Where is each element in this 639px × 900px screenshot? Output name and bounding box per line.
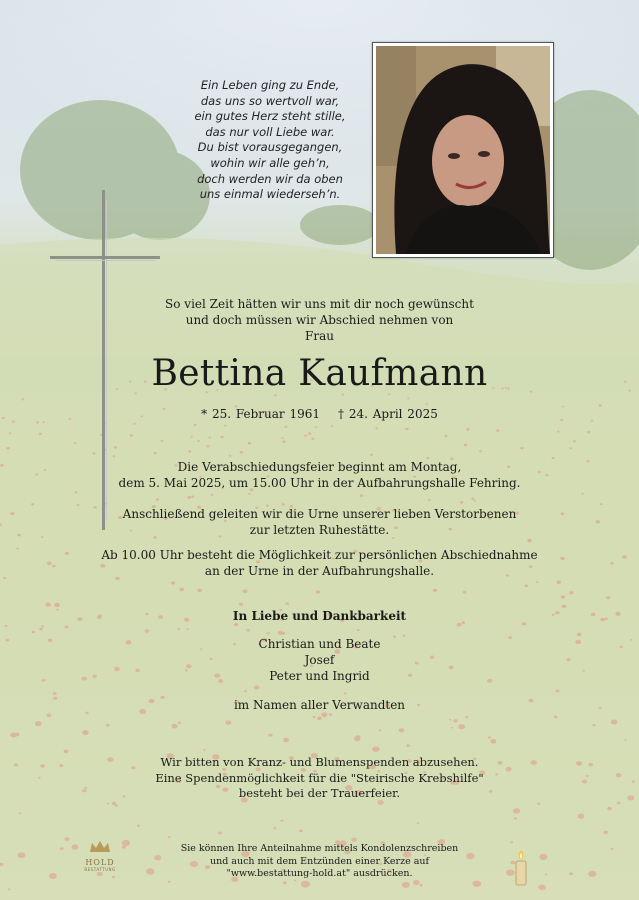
- poppy-dot: [21, 398, 24, 400]
- poppy-dot: [573, 440, 576, 442]
- poppy-dot: [248, 493, 250, 495]
- poppy-dot: [360, 494, 364, 497]
- poppy-dot: [433, 589, 437, 592]
- poppy-dot: [161, 440, 164, 442]
- poppy-dot: [402, 882, 410, 888]
- poppy-dot: [137, 825, 140, 827]
- poppy-dot: [425, 403, 428, 405]
- poppy-dot: [490, 739, 496, 744]
- poppy-dot: [316, 590, 321, 593]
- poppy-dot: [538, 885, 546, 891]
- poppy-dot: [107, 803, 110, 805]
- poppy-dot: [357, 629, 360, 631]
- poppy-dot: [218, 832, 222, 835]
- mourner-name: Peter und Ingrid: [269, 669, 370, 683]
- poppy-dot: [603, 831, 608, 835]
- crown-icon: [78, 838, 122, 854]
- poppy-dot: [64, 750, 69, 754]
- relatives-line: im Namen aller Verwandten: [233, 698, 406, 712]
- poppy-dot: [188, 450, 191, 452]
- poppy-dot: [53, 692, 57, 695]
- intro-line: So viel Zeit hätten wir uns mit dir noch gewünscht: [165, 297, 474, 311]
- poppy-dot: [375, 427, 378, 429]
- portrait-frame: [372, 42, 554, 258]
- poppy-dot: [211, 494, 214, 496]
- poppy-dot: [234, 623, 238, 626]
- poppy-dot: [240, 451, 244, 454]
- poppy-dot: [186, 628, 189, 630]
- poppy-dot: [54, 603, 60, 607]
- poppy-dot: [419, 884, 422, 887]
- condolence-line: Sie können Ihre Anteilnahme mittels Kondolenzschreiben: [180, 843, 459, 854]
- poppy-dot: [355, 735, 361, 739]
- poppy-dot: [197, 589, 202, 593]
- poppy-dot: [592, 724, 595, 726]
- poppy-dot: [206, 445, 209, 447]
- poppy-dot: [32, 631, 35, 634]
- poppy-dot: [179, 588, 184, 592]
- ceremony-line: dem 5. Mai 2025, um 15.00 Uhr in der Aufbahrungshalle Fehring.: [118, 476, 521, 490]
- poppy-dot: [268, 734, 272, 737]
- poppy-dot: [47, 714, 52, 718]
- ceremony-info: [0, 459, 639, 491]
- poppy-dot: [464, 444, 467, 447]
- mourners-list: [0, 636, 639, 684]
- poppy-dot: [221, 436, 224, 438]
- poppy-dot: [243, 589, 248, 593]
- poppy-dot: [578, 814, 585, 819]
- poppy-dot: [244, 690, 247, 692]
- memorial-verse: [175, 78, 365, 203]
- poppy-dot: [417, 822, 419, 824]
- poppy-dot: [370, 454, 373, 456]
- poppy-dot: [465, 716, 468, 718]
- poppy-dot: [229, 455, 232, 457]
- poppy-dot: [285, 426, 288, 428]
- poppy-dot: [569, 447, 572, 449]
- poppy-dot: [496, 429, 499, 432]
- farewell-line: an der Urne in der Aufbahrungshalle.: [204, 564, 435, 578]
- poppy-dot: [171, 724, 177, 729]
- poppy-dot: [285, 602, 289, 605]
- condolence-line: und auch mit dem Entzünden einer Kerze auf: [209, 855, 430, 867]
- poppy-dot: [471, 498, 474, 500]
- poppy-dot: [537, 803, 540, 805]
- poppy-dot: [8, 888, 11, 890]
- donation-line: besteht bei der Trauerfeier.: [238, 786, 401, 800]
- poppy-dot: [587, 431, 590, 433]
- poppy-dot: [607, 807, 612, 811]
- poppy-dot: [562, 605, 567, 609]
- poppy-dot: [208, 437, 211, 439]
- poppy-dot: [5, 625, 8, 627]
- ceremony-line: Die Verabschiedungsfeier beginnt am Montag,: [177, 460, 462, 474]
- poppy-dot: [45, 602, 51, 606]
- poppy-dot: [313, 716, 316, 718]
- poppy-dot: [428, 499, 431, 501]
- deceased-name: Bettina Kaufmann: [151, 353, 488, 394]
- poppy-dot: [304, 435, 307, 437]
- poppy-dot: [399, 728, 405, 732]
- poppy-dot: [351, 838, 357, 842]
- poppy-dot: [273, 827, 276, 829]
- verse-line: das nur voll Liebe war.: [205, 124, 335, 139]
- poppy-dot: [458, 724, 465, 729]
- poppy-dot: [19, 812, 22, 814]
- condolence-line: "www.bestattung-hold.at" ausdrücken.: [226, 868, 413, 879]
- poppy-dot: [168, 836, 171, 838]
- intro-line: und doch müssen wir Abschied nehmen von: [185, 313, 454, 327]
- poppy-dot: [463, 591, 467, 594]
- poppy-dot: [114, 804, 117, 807]
- love-heading: In Liebe und Dankbarkeit: [232, 609, 407, 623]
- poppy-dot: [315, 426, 317, 428]
- poppy-dot: [488, 736, 491, 738]
- poppy-dot: [624, 739, 626, 741]
- poppy-dot: [606, 596, 610, 599]
- poppy-dot: [65, 626, 69, 629]
- poppy-dot: [344, 692, 347, 694]
- poppy-dot: [82, 730, 89, 735]
- poppy-dot: [617, 802, 621, 805]
- verse-line: das uns so wertvoll war,: [200, 93, 340, 108]
- poppy-dot: [9, 432, 12, 434]
- poppy-dot: [514, 817, 517, 819]
- poppy-dot: [6, 447, 9, 449]
- farewell-line: Ab 10.00 Uhr besteht die Möglichkeit zur persönlichen Abschiednahme: [101, 548, 538, 562]
- poppy-dot: [35, 721, 42, 726]
- poppy-dot: [203, 749, 206, 751]
- poppy-dot: [555, 689, 559, 692]
- verse-line: Du bist vorausgegangen,: [197, 140, 343, 155]
- poppy-dot: [39, 628, 43, 631]
- poppy-dot: [15, 733, 20, 737]
- mourner-name: Josef: [304, 653, 335, 667]
- donation-note: [0, 755, 639, 802]
- candle-icon: [513, 850, 529, 886]
- poppy-dot: [557, 431, 560, 433]
- poppy-dot: [308, 432, 311, 435]
- mourner-name: Christian und Beate: [258, 637, 381, 651]
- poppy-dot: [407, 398, 409, 400]
- poppy-dot: [299, 830, 303, 833]
- poppy-dot: [224, 425, 226, 427]
- birth-date: * 25. Februar 1961: [201, 407, 321, 421]
- life-dates: [0, 407, 639, 421]
- poppy-dot: [460, 501, 464, 504]
- poppy-dot: [473, 881, 482, 887]
- poppy-dot: [254, 685, 260, 689]
- logo-subtitle: BESTATTUNG: [84, 867, 116, 872]
- verse-line: Ein Leben ging zu Ende,: [200, 78, 340, 92]
- hold-logo: [78, 838, 122, 872]
- poppy-dot: [451, 727, 453, 729]
- poppy-dot: [225, 721, 231, 725]
- poppy-dot: [280, 820, 283, 822]
- poppy-dot: [554, 716, 557, 719]
- intro-line: Frau: [305, 329, 334, 343]
- poppy-dot: [611, 720, 618, 725]
- poppy-dot: [168, 881, 171, 883]
- urn-line: zur letzten Ruhestätte.: [249, 523, 390, 537]
- poppy-dot: [281, 437, 283, 439]
- poppy-dot: [248, 442, 251, 445]
- poppy-dot: [524, 584, 528, 587]
- poppy-dot: [444, 435, 447, 437]
- poppy-dot: [197, 440, 200, 442]
- poppy-dot: [569, 591, 573, 594]
- poppy-dot: [191, 496, 194, 498]
- poppy-dot: [301, 881, 310, 888]
- poppy-dot: [453, 719, 457, 722]
- poppy-dot: [474, 500, 477, 502]
- poppy-dot: [600, 503, 603, 505]
- poppy-dot: [317, 717, 322, 721]
- poppy-dot: [372, 747, 379, 752]
- verse-line: uns einmal wiederseh’n.: [199, 187, 341, 202]
- logo-name: HOLD: [85, 858, 115, 867]
- urn-info: [0, 506, 639, 538]
- poppy-dot: [41, 625, 44, 627]
- death-date: † 24. April 2025: [338, 407, 438, 421]
- poppy-dot: [407, 744, 411, 747]
- poppy-dot: [466, 429, 469, 431]
- poppy-dot: [527, 539, 532, 543]
- poppy-dot: [331, 425, 334, 427]
- donation-line: Wir bitten von Kranz- und Blumenspenden abzusehen.: [160, 755, 479, 769]
- verse-line: doch werden wir da oben: [197, 171, 343, 186]
- verse-line: ein gutes Herz steht stille,: [194, 109, 346, 124]
- poppy-dot: [194, 424, 197, 426]
- poppy-dot: [283, 738, 289, 743]
- poppy-dot: [177, 628, 180, 630]
- poppy-dot: [581, 493, 583, 495]
- portrait-photo: [376, 46, 550, 254]
- poppy-dot: [42, 421, 45, 423]
- donation-line: Eine Spendenmöglichkeit für die "Steirische Krebshilfe": [155, 770, 484, 785]
- poppy-dot: [178, 722, 181, 724]
- farewell-info: [0, 547, 639, 579]
- poppy-dot: [405, 428, 408, 431]
- poppy-dot: [457, 623, 462, 627]
- poppy-dot: [556, 581, 561, 584]
- poppy-dot: [561, 595, 565, 598]
- poppy-dot: [321, 712, 327, 717]
- intro-text: [0, 296, 639, 344]
- poppy-dot: [171, 581, 175, 584]
- poppy-dot: [246, 629, 250, 632]
- poppy-dot: [266, 632, 269, 634]
- poppy-dot: [329, 713, 332, 715]
- poppy-dot: [379, 729, 382, 731]
- poppy-dot: [283, 881, 287, 884]
- poppy-dot: [239, 603, 243, 606]
- poppy-dot: [449, 719, 451, 721]
- poppy-dot: [413, 880, 420, 885]
- poppy-dot: [36, 421, 39, 423]
- poppy-dot: [145, 629, 150, 632]
- poppy-dot: [187, 496, 191, 499]
- poppy-dot: [106, 724, 109, 727]
- poppy-dot: [311, 438, 314, 440]
- poppy-dot: [191, 436, 193, 438]
- poppy-dot: [513, 808, 520, 813]
- poppy-dot: [65, 837, 70, 841]
- poppy-dot: [479, 450, 482, 452]
- poppy-dot: [536, 581, 539, 583]
- poppy-dot: [281, 632, 285, 635]
- poppy-dot: [39, 433, 42, 435]
- verse-line: wohin wir alle geh’n,: [210, 155, 330, 170]
- poppy-dot: [520, 447, 523, 449]
- poppy-dot: [282, 440, 286, 443]
- urn-line: Anschließend geleiten wir die Urne unserer lieben Verstorbenen: [122, 507, 517, 521]
